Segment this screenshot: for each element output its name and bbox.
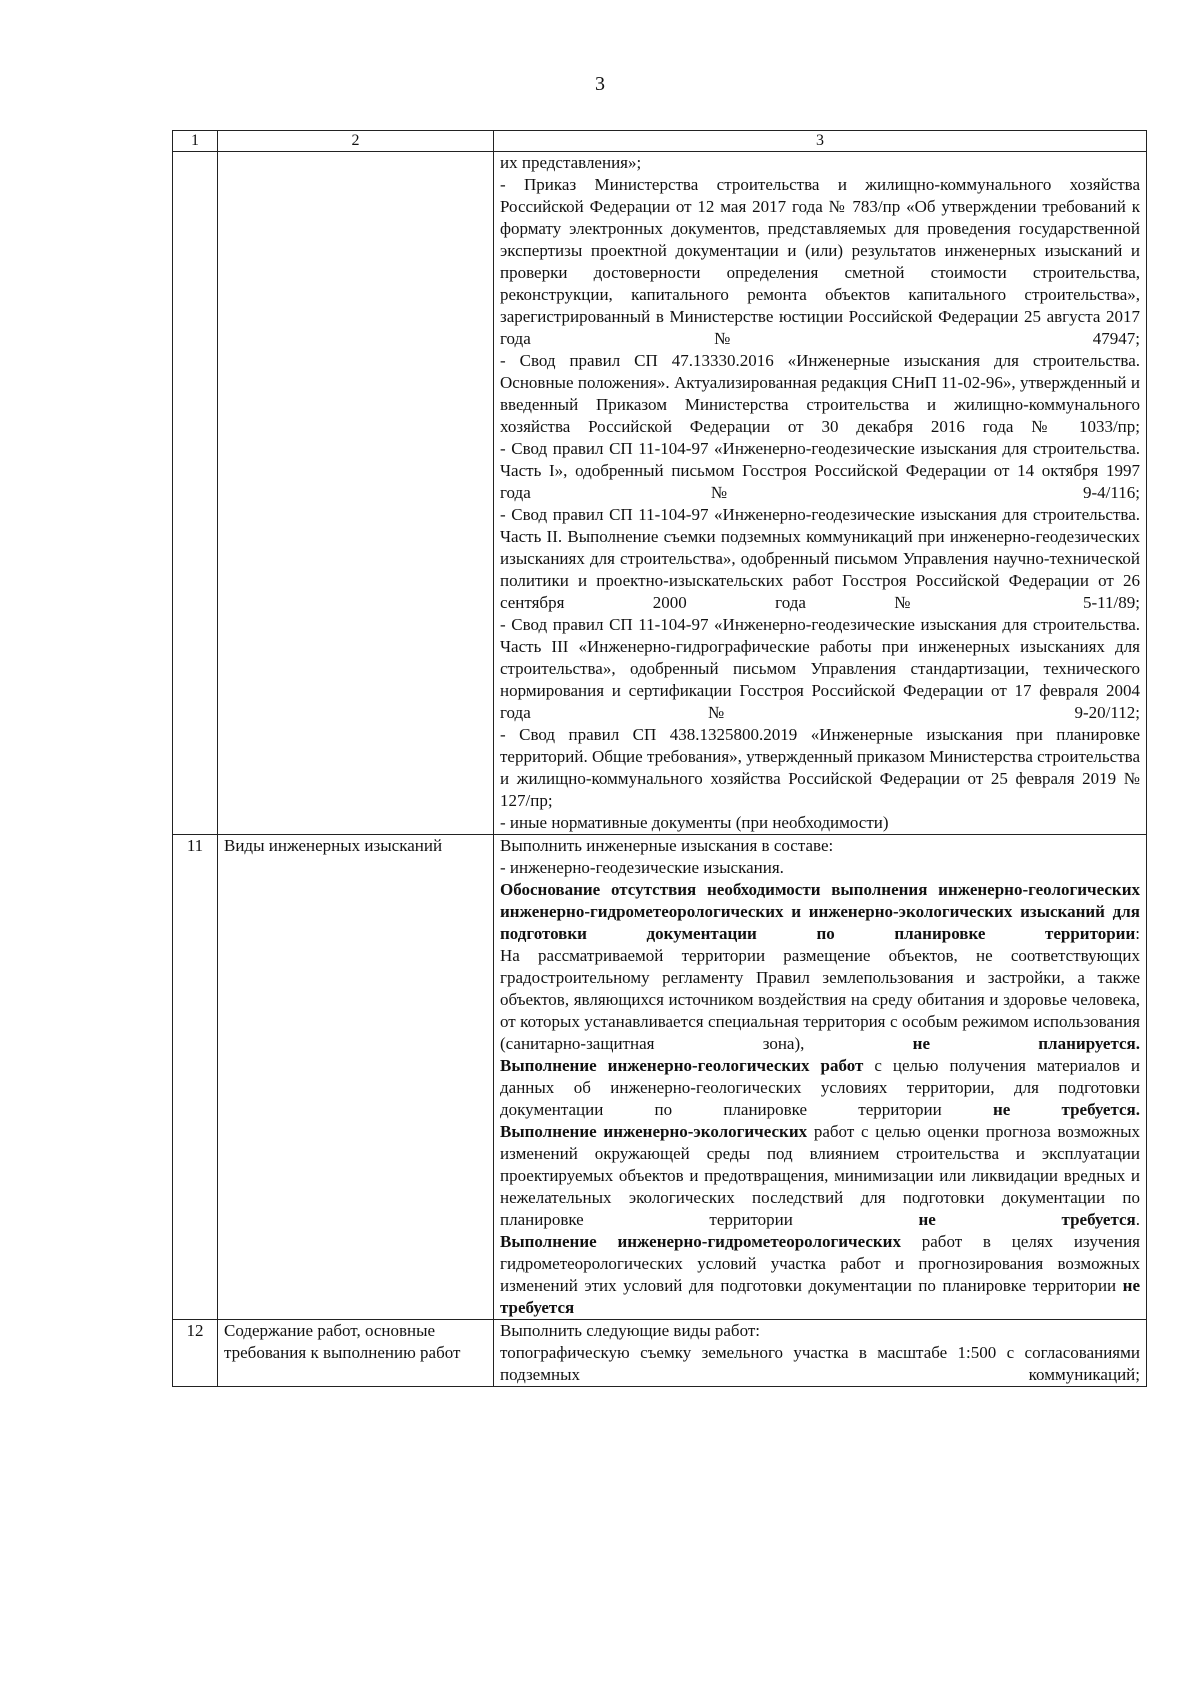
requirements-table xyxy=(172,130,1147,1387)
list-item: - Приказ Министерства строительства и жилищно-коммунального хозяйства Российской Федерации от 12 мая 2017 года № 783/пр «Об утверждении требований к формату электронных документов, представляемых для проведения государственной экспертизы проектной документации и (или) результатов инженерных изысканий и проверки достоверности определения сметной стоимости строительства, реконструкции, капитального ремонта объектов капитального строительства», зарегистрированный в Министерстве юстиции Российской Федерации 25 августа 2017 года № 47947; xyxy=(500,175,1140,348)
list-item: - Свод правил СП 11-104-97 «Инженерно-геодезические изыскания для строительства. Часть III «Инженерно-гидрографические работы при инженерных изысканиях для строительства», одобренный письмом Управления стандартизации, технического нормирования и сертификации Госстроя Российской Федерации от 17 февраля 2004 года № 9-20/112; xyxy=(500,615,1140,722)
hydrometeorology-paragraph xyxy=(500,1231,1140,1319)
row-intro: Выполнить следующие виды работ: xyxy=(500,1321,760,1340)
header-col-1: 1 xyxy=(173,131,218,152)
list-item: - Свод правил СП 438.1325800.2019 «Инженерные изыскания при планировке территорий. Общие требования», утвержденный приказом Министерства строительства и жилищно-коммунального хозяйства Российской Федерации от 25 февраля 2019 № 127/пр; xyxy=(500,725,1140,810)
header-col-3: 3 xyxy=(494,131,1147,152)
justification-paragraph xyxy=(500,879,1140,945)
justification-heading: Обоснование отсутствия необходимости выполнения инженерно-геологических инженерно-гидрометеорологических и инженерно-экологических изысканий для подготовки документации по планировке территории xyxy=(500,880,1140,943)
row-content-cell xyxy=(494,152,1147,835)
list-item: их представления»; xyxy=(500,153,642,172)
header-col-2: 2 xyxy=(218,131,494,152)
placement-conclusion: не планируется. xyxy=(912,1034,1140,1053)
list-item: топографическую съемку земельного участка в масштабе 1:500 с согласованиями подземных коммуникаций; xyxy=(500,1343,1140,1384)
justification-colon: : xyxy=(1135,924,1140,943)
geology-conclusion: не требуется. xyxy=(992,1100,1141,1119)
ecology-paragraph xyxy=(500,1121,1140,1231)
table-row-continuation xyxy=(173,152,1147,835)
row-content xyxy=(494,835,1147,1320)
row-number: 12 xyxy=(173,1320,218,1387)
list-item: - Свод правил СП 11-104-97 «Инженерно-геодезические изыскания для строительства. Часть I», одобренный письмом Госстроя Российской Федерации от 14 октября 1997 года № 9-4/116; xyxy=(500,439,1140,502)
row-number-cell xyxy=(173,152,218,835)
row-intro: Выполнить инженерные изыскания в составе: xyxy=(500,836,834,855)
ecology-conclusion: не требуется xyxy=(918,1210,1136,1229)
list-item: - Свод правил СП 11-104-97 «Инженерно-геодезические изыскания для строительства. Часть II. Выполнение съемки подземных коммуникаций при инженерно-геодезических изысканиях для строительства», одобренный письмом Управления научно-технической политики и проектно-изыскательских работ Госстроя Российской Федерации от 26 сентября 2000 года № 5-11/89; xyxy=(500,505,1140,612)
row-title-cell xyxy=(218,152,494,835)
hydrometeorology-heading: Выполнение инженерно-гидрометеорологических xyxy=(500,1232,901,1251)
ecology-period: . xyxy=(1135,1210,1140,1229)
table-row-12 xyxy=(173,1320,1147,1387)
list-item: - инженерно-геодезические изыскания. xyxy=(500,858,784,877)
row-title: Виды инженерных изысканий xyxy=(218,835,494,1320)
table-row-11 xyxy=(173,835,1147,1320)
geology-text: с целью получения материалов и данных об инженерно-геологических условиях территории, для подготовки документации по планировке территории xyxy=(500,1056,1140,1119)
hydrometeorology-conclusion: не требуется xyxy=(500,1276,1140,1317)
geology-heading: Выполнение инженерно-геологических работ xyxy=(500,1056,864,1075)
placement-paragraph xyxy=(500,945,1140,1055)
hydrometeorology-text: работ в целях изучения гидрометеорологических условий участка работ и прогнозирования возможных изменений этих условий для подготовки документации по планировке территории xyxy=(500,1232,1140,1295)
page-number: 3 xyxy=(595,73,605,95)
row-content xyxy=(494,1320,1147,1387)
ecology-heading: Выполнение инженерно-экологических xyxy=(500,1122,808,1141)
row-title: Содержание работ, основные требования к выполнению работ xyxy=(218,1320,494,1387)
placement-text: На рассматриваемой территории размещение объектов, не соответствующих градостроительному регламенту Правил землепользования и застройки, а также объектов, являющихся источником воздействия на среду обитания и здоровье человека, от которых устанавливается специальная территория с особым режимом использования (санитарно-защитная зона), xyxy=(500,946,1140,1053)
table-header-row xyxy=(173,131,1147,152)
ecology-text: работ с целью оценки прогноза возможных изменений окружающей среды под влиянием строительства и эксплуатации проектируемых объектов и предотвращения, минимизации или ликвидации вредных и нежелательных экологических последствий для подготовки документации по планировке территории xyxy=(500,1122,1141,1229)
geology-paragraph xyxy=(500,1055,1140,1121)
list-item: - Свод правил СП 47.13330.2016 «Инженерные изыскания для строительства. Основные положения». Актуализированная редакция СНиП 11-02-96», утвержденный и введенный Приказом Министерства строительства и жилищно-коммунального хозяйства Российской Федерации от 30 декабря 2016 года № 1033/пр; xyxy=(500,351,1140,436)
row-number: 11 xyxy=(173,835,218,1320)
list-item: - иные нормативные документы (при необходимости) xyxy=(500,813,889,832)
